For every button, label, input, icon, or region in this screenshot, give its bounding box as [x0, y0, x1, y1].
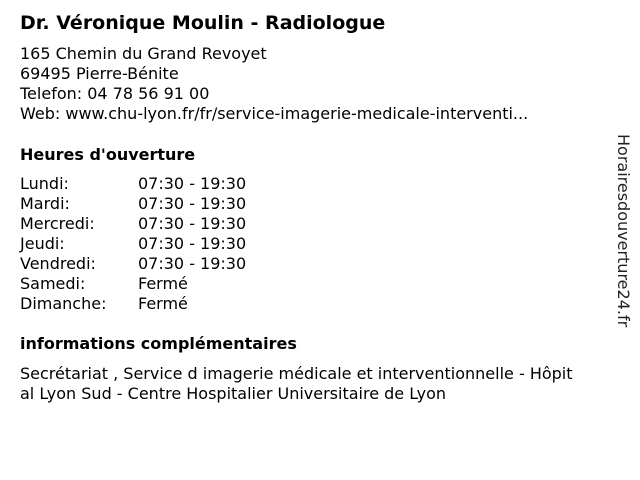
hours-row-wednesday — [20, 214, 246, 234]
opening-hours-table — [20, 174, 246, 314]
hours-row-saturday — [20, 274, 246, 294]
city-postcode: 69495 Pierre-Bénite — [20, 64, 179, 83]
page-title: Dr. Véronique Moulin - Radiologue — [20, 12, 386, 34]
hours-value: 07:30 - 19:30 — [138, 214, 247, 233]
additional-info-heading: informations complémentaires — [20, 334, 297, 353]
hours-value: 07:30 - 19:30 — [138, 174, 247, 193]
hours-value: 07:30 - 19:30 — [138, 254, 247, 273]
opening-hours-heading: Heures d'ouverture — [20, 145, 196, 164]
hours-row-monday — [20, 174, 246, 194]
hours-row-tuesday — [20, 194, 246, 214]
day-label: Dimanche: — [20, 294, 107, 313]
street-address: 165 Chemin du Grand Revoyet — [20, 44, 267, 63]
phone-number: Telefon: 04 78 56 91 00 — [20, 84, 210, 103]
address-block — [20, 44, 528, 124]
day-label: Vendredi: — [20, 254, 96, 273]
website-link[interactable]: Web: www.chu-lyon.fr/fr/service-imagerie-medicale-interventi... — [20, 104, 529, 123]
day-label: Jeudi: — [20, 234, 65, 253]
hours-value: 07:30 - 19:30 — [138, 234, 247, 253]
hours-value: Fermé — [138, 294, 188, 313]
day-label: Mercredi: — [20, 214, 95, 233]
day-label: Mardi: — [20, 194, 70, 213]
hours-row-sunday — [20, 294, 246, 314]
hours-value: 07:30 - 19:30 — [138, 194, 247, 213]
additional-info-text: Secrétariat , Service d imagerie médicale et interventionnelle - Hôpital Lyon Sud - Centre Hospitalier Universitaire de Lyon — [20, 364, 573, 403]
hours-row-thursday — [20, 234, 246, 254]
hours-value: Fermé — [138, 274, 188, 293]
hours-row-friday — [20, 254, 246, 274]
day-label: Samedi: — [20, 274, 86, 293]
site-watermark: Horairesdouverture24.fr — [614, 134, 633, 328]
day-label: Lundi: — [20, 174, 69, 193]
